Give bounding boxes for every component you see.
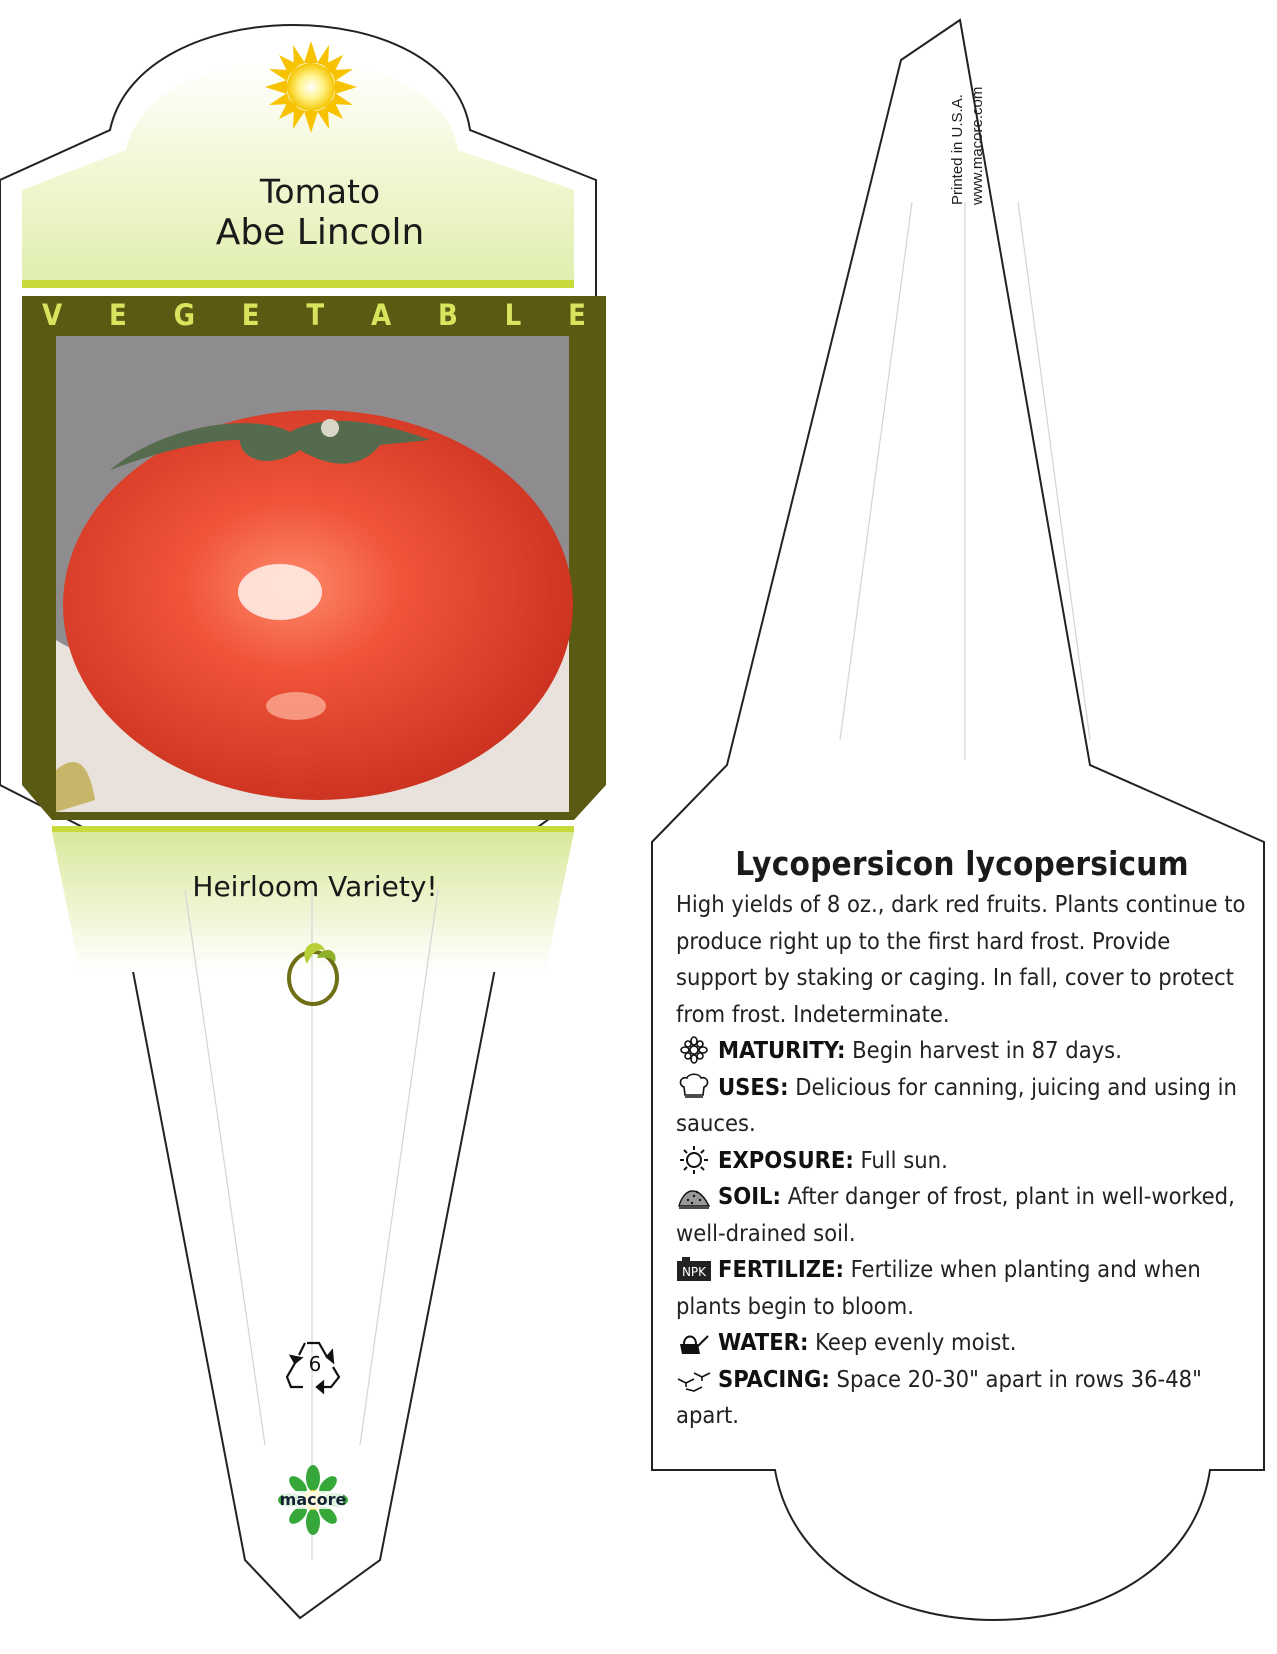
recycle-code: 6 bbox=[308, 1352, 322, 1376]
category-letter: T bbox=[306, 298, 325, 332]
category-letter: E bbox=[108, 298, 127, 332]
soil-icon bbox=[676, 1182, 712, 1210]
detail-text: Space 20-30" apart in rows 36-48" apart. bbox=[676, 1364, 1202, 1429]
watering-can-icon bbox=[676, 1328, 712, 1356]
category-letter: V bbox=[42, 298, 63, 332]
detail-label: WATER: bbox=[718, 1328, 809, 1356]
category-letter: E bbox=[241, 298, 260, 332]
brand-name: macore bbox=[279, 1490, 347, 1509]
category-letter: G bbox=[173, 298, 196, 332]
detail-uses bbox=[676, 1069, 1248, 1142]
detail-text: Delicious for canning, juicing and using in sauces. bbox=[676, 1072, 1237, 1137]
care-info bbox=[676, 842, 1248, 1434]
variety-name: Abe Lincoln bbox=[215, 212, 425, 253]
printed-in: Printed in U.S.A. bbox=[949, 94, 966, 205]
category-band bbox=[22, 297, 606, 333]
category-letter: A bbox=[371, 298, 392, 332]
flower-icon bbox=[676, 1036, 712, 1064]
spacing-icon bbox=[676, 1365, 712, 1393]
detail-text: Keep evenly moist. bbox=[808, 1328, 1017, 1356]
detail-label: FERTILIZE: bbox=[718, 1255, 844, 1283]
detail-maturity bbox=[676, 1032, 1248, 1069]
common-name: Tomato bbox=[259, 172, 381, 211]
detail-spacing bbox=[676, 1361, 1248, 1434]
category-letter: E bbox=[568, 298, 586, 332]
detail-label: EXPOSURE: bbox=[718, 1145, 854, 1174]
website: www.macore.com bbox=[969, 86, 986, 205]
detail-text: After danger of frost, plant in well-worked, well-drained soil. bbox=[676, 1182, 1235, 1247]
detail-label: MATURITY: bbox=[718, 1036, 846, 1064]
detail-exposure bbox=[676, 1142, 1248, 1179]
detail-fertilize bbox=[676, 1251, 1248, 1324]
detail-water bbox=[676, 1324, 1248, 1361]
npk-icon bbox=[676, 1255, 712, 1283]
tomato-fruit bbox=[63, 410, 573, 800]
detail-label: SPACING: bbox=[718, 1364, 830, 1393]
printed-credit bbox=[948, 87, 988, 205]
detail-label: USES: bbox=[718, 1072, 789, 1101]
detail-text: Fertilize when planting and when plants begin to bloom. bbox=[676, 1255, 1201, 1320]
latin-name: Lycopersicon lycopersicum bbox=[735, 844, 1189, 883]
detail-list bbox=[676, 1032, 1248, 1434]
chef-hat-icon bbox=[676, 1073, 712, 1101]
detail-label: SOIL: bbox=[718, 1182, 781, 1210]
category-letter: B bbox=[437, 298, 458, 332]
svg-text:NPK: NPK bbox=[681, 1265, 707, 1279]
description: High yields of 8 oz., dark red fruits. Plants continue to produce right up to the first hard frost. Provide support by staking or caging. In fall, cover to protect from frost. Indeterminate. bbox=[676, 890, 1246, 1028]
detail-soil bbox=[676, 1178, 1248, 1251]
tagline: Heirloom Variety! bbox=[192, 870, 438, 903]
detail-text: Full sun. bbox=[853, 1145, 948, 1174]
detail-text: Begin harvest in 87 days. bbox=[845, 1036, 1122, 1064]
sun-icon bbox=[676, 1146, 712, 1174]
category-letter: L bbox=[504, 298, 522, 332]
